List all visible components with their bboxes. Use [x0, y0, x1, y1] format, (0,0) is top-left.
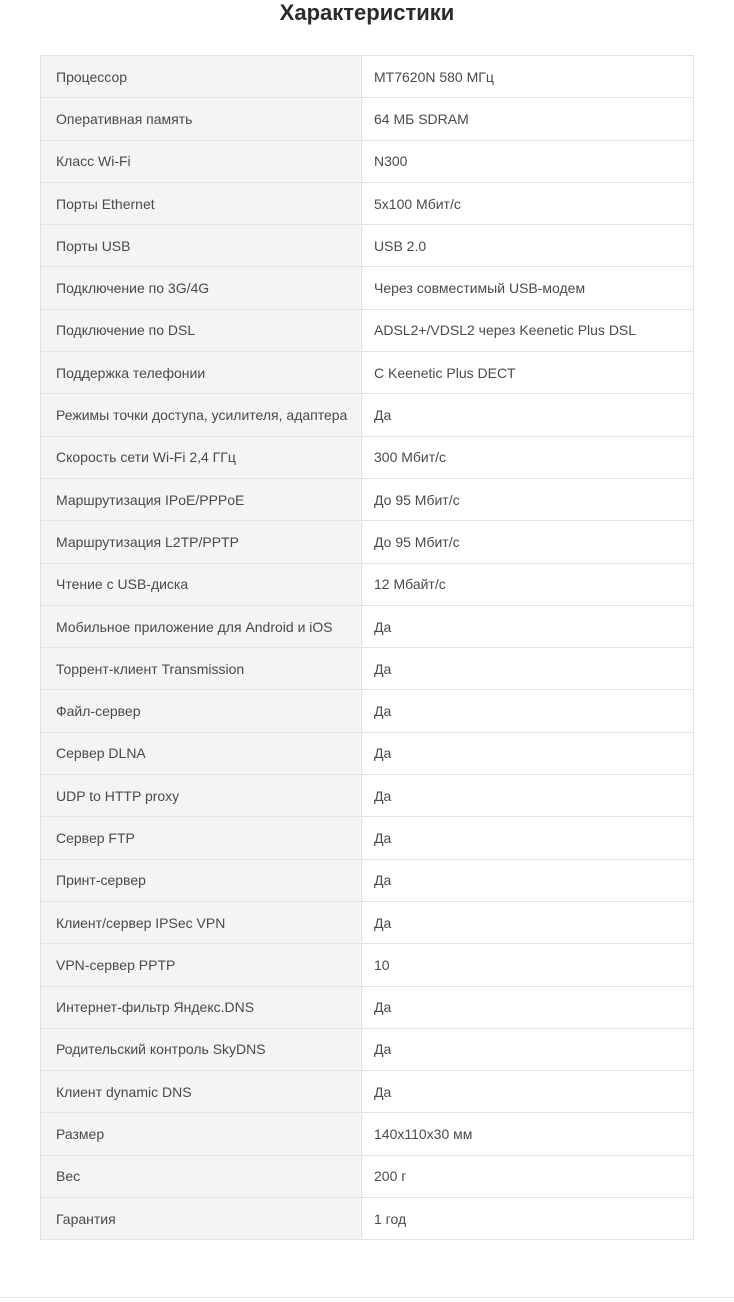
spec-value: 64 МБ SDRAM — [362, 98, 694, 140]
spec-label: Подключение по DSL — [41, 309, 362, 351]
spec-value: MT7620N 580 МГц — [362, 56, 694, 98]
spec-label: Сервер FTP — [41, 817, 362, 859]
spec-value: Да — [362, 1028, 694, 1070]
spec-label: Размер — [41, 1113, 362, 1155]
spec-row — [41, 225, 694, 267]
bottom-divider — [0, 1297, 734, 1298]
spec-label: Подключение по 3G/4G — [41, 267, 362, 309]
spec-row — [41, 436, 694, 478]
spec-row — [41, 690, 694, 732]
page-title: Характеристики — [279, 0, 455, 25]
spec-label: Торрент-клиент Transmission — [41, 648, 362, 690]
spec-value: Да — [362, 605, 694, 647]
spec-value: 10 — [362, 944, 694, 986]
spec-row — [41, 648, 694, 690]
spec-value: Да — [362, 648, 694, 690]
spec-row — [41, 394, 694, 436]
spec-value: Да — [362, 690, 694, 732]
spec-value: 200 г — [362, 1155, 694, 1197]
spec-row — [41, 817, 694, 859]
spec-value: Да — [362, 1071, 694, 1113]
spec-label: Клиент dynamic DNS — [41, 1071, 362, 1113]
spec-value: Да — [362, 732, 694, 774]
spec-value: 12 Мбайт/с — [362, 563, 694, 605]
spec-row — [41, 478, 694, 520]
spec-value: Да — [362, 859, 694, 901]
spec-row — [41, 1198, 694, 1240]
spec-value: Да — [362, 986, 694, 1028]
specs-table — [40, 55, 694, 1240]
spec-value: Да — [362, 901, 694, 943]
spec-value: До 95 Мбит/с — [362, 478, 694, 520]
spec-label: Процессор — [41, 56, 362, 98]
spec-row — [41, 140, 694, 182]
spec-row — [41, 56, 694, 98]
spec-label: Режимы точки доступа, усилителя, адаптера — [41, 394, 362, 436]
spec-label: Поддержка телефонии — [41, 352, 362, 394]
spec-row — [41, 986, 694, 1028]
spec-label: Интернет-фильтр Яндекс.DNS — [41, 986, 362, 1028]
spec-row — [41, 521, 694, 563]
spec-label: Порты Ethernet — [41, 182, 362, 224]
spec-row — [41, 98, 694, 140]
spec-value: N300 — [362, 140, 694, 182]
spec-row — [41, 1028, 694, 1070]
spec-value: 300 Мбит/с — [362, 436, 694, 478]
spec-value: Да — [362, 394, 694, 436]
spec-row — [41, 901, 694, 943]
spec-label: Класс Wi-Fi — [41, 140, 362, 182]
spec-label: Оперативная память — [41, 98, 362, 140]
spec-value: 1 год — [362, 1198, 694, 1240]
spec-value: До 95 Мбит/с — [362, 521, 694, 563]
spec-value: USB 2.0 — [362, 225, 694, 267]
spec-value: Через совместимый USB-модем — [362, 267, 694, 309]
spec-row — [41, 309, 694, 351]
spec-row — [41, 605, 694, 647]
spec-row — [41, 352, 694, 394]
spec-label: Гарантия — [41, 1198, 362, 1240]
spec-value: ADSL2+/VDSL2 через Keenetic Plus DSL — [362, 309, 694, 351]
spec-label: VPN-сервер PPTP — [41, 944, 362, 986]
spec-label: Вес — [41, 1155, 362, 1197]
spec-row — [41, 563, 694, 605]
spec-row — [41, 1113, 694, 1155]
spec-row — [41, 1155, 694, 1197]
spec-label: Принт-сервер — [41, 859, 362, 901]
spec-label: Клиент/сервер IPSec VPN — [41, 901, 362, 943]
spec-value: Да — [362, 817, 694, 859]
spec-label: Порты USB — [41, 225, 362, 267]
spec-row — [41, 1071, 694, 1113]
spec-value: 140x110x30 мм — [362, 1113, 694, 1155]
spec-label: Скорость сети Wi-Fi 2,4 ГГц — [41, 436, 362, 478]
spec-row — [41, 267, 694, 309]
spec-label: Сервер DLNA — [41, 732, 362, 774]
spec-label: Чтение с USB-диска — [41, 563, 362, 605]
spec-label: Мобильное приложение для Android и iOS — [41, 605, 362, 647]
spec-value: 5x100 Мбит/с — [362, 182, 694, 224]
spec-row — [41, 944, 694, 986]
spec-row — [41, 182, 694, 224]
specs-table-body — [41, 56, 694, 1240]
spec-value: С Keenetic Plus DECT — [362, 352, 694, 394]
spec-label: Маршрутизация IPoE/PPPoE — [41, 478, 362, 520]
spec-label: Маршрутизация L2TP/PPTP — [41, 521, 362, 563]
spec-label: UDP to HTTP proxy — [41, 775, 362, 817]
spec-row — [41, 859, 694, 901]
spec-row — [41, 732, 694, 774]
spec-value: Да — [362, 775, 694, 817]
spec-label: Файл-сервер — [41, 690, 362, 732]
spec-label: Родительский контроль SkyDNS — [41, 1028, 362, 1070]
spec-row — [41, 775, 694, 817]
